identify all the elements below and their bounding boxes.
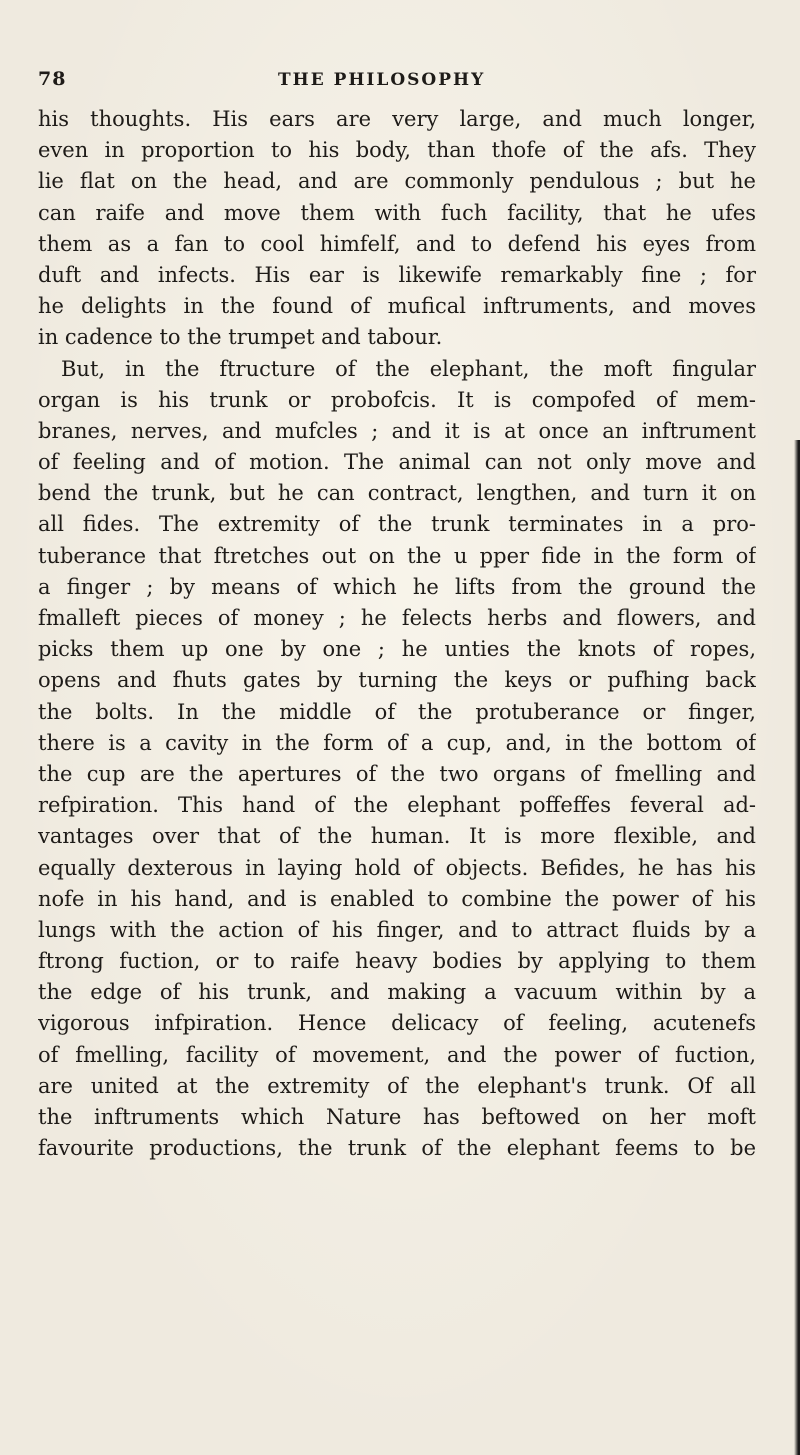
text-line: bend the trunk, but he can contract, lengthen, and turn it on <box>38 481 756 506</box>
text-line: the cup are the apertures of the two organs of fmelling and <box>38 761 756 786</box>
text-line: all fides. The extremity of the trunk terminates in a pro- <box>38 512 756 537</box>
running-head: THE PHILOSOPHY <box>278 70 486 90</box>
text-line: his thoughts. His ears are very large, and much longer, <box>38 107 756 131</box>
text-line: he delights in the found of mufical inftruments, and moves <box>38 294 756 319</box>
paragraph-start-line: But, in the ftructure of the elephant, the moft fingular <box>61 356 756 381</box>
text-line: nofe in his hand, and is enabled to combine the power of his <box>38 886 756 911</box>
text-line: equally dexterous in laying hold of objects. Befides, he has his <box>38 855 756 880</box>
text-line: vigorous infpiration. Hence delicacy of feeling, acutenefs <box>38 1011 756 1036</box>
text-line: organ is his trunk or probofcis. It is compofed of mem- <box>38 387 756 412</box>
text-line: of fmelling, facility of movement, and the power of fuction, <box>38 1042 756 1067</box>
text-line: opens and fhuts gates by turning the keys or pufhing back <box>38 668 756 693</box>
paragraph-end-line: in cadence to the trumpet and tabour. <box>38 325 443 350</box>
page-edge-shadow <box>794 440 800 1455</box>
text-line: a finger ; by means of which he lifts from the ground the <box>38 574 756 599</box>
text-line: are united at the extremity of the elephant's trunk. Of all <box>38 1073 756 1098</box>
text-line: ftrong fuction, or to raife heavy bodies by applying to them <box>38 949 756 974</box>
text-line: the inftruments which Nature has beftowed on her moft <box>38 1105 756 1129</box>
text-line: there is a cavity in the form of a cup, and, in the bottom of <box>38 730 756 755</box>
text-line: picks them up one by one ; he unties the knots of ropes, <box>38 637 756 662</box>
text-line: them as a fan to cool himfelf, and to defend his eyes from <box>38 231 756 256</box>
page-number: 78 <box>38 68 67 90</box>
text-line: the bolts. In the middle of the protuberance or finger, <box>38 699 756 724</box>
text-line: refpiration. This hand of the elephant poffeffes feveral ad- <box>38 793 756 818</box>
text-line: of feeling and of motion. The animal can not only move and <box>38 450 756 475</box>
text-line: tuberance that ftretches out on the u pper fide in the form of <box>38 543 756 568</box>
text-line: vantages over that of the human. It is more flexible, and <box>38 824 756 849</box>
text-line: the edge of his trunk, and making a vacuum within by a <box>38 980 756 1005</box>
body-text <box>38 104 756 1164</box>
text-line: even in proportion to his body, than thofe of the afs. They <box>38 138 756 163</box>
text-line: favourite productions, the trunk of the elephant feems to be <box>38 1136 756 1161</box>
text-line: lie flat on the head, and are commonly pendulous ; but he <box>38 169 756 194</box>
text-line: branes, nerves, and mufcles ; and it is at once an inftrument <box>38 418 756 443</box>
text-line: can raife and move them with fuch facility, that he ufes <box>38 200 756 225</box>
text-line: fmalleft pieces of money ; he felects herbs and flowers, and <box>38 606 756 630</box>
text-line: lungs with the action of his finger, and to attract fluids by a <box>38 917 756 942</box>
text-line: duft and infects. His ear is likewife remarkably fine ; for <box>38 262 756 287</box>
page-header <box>38 68 778 104</box>
